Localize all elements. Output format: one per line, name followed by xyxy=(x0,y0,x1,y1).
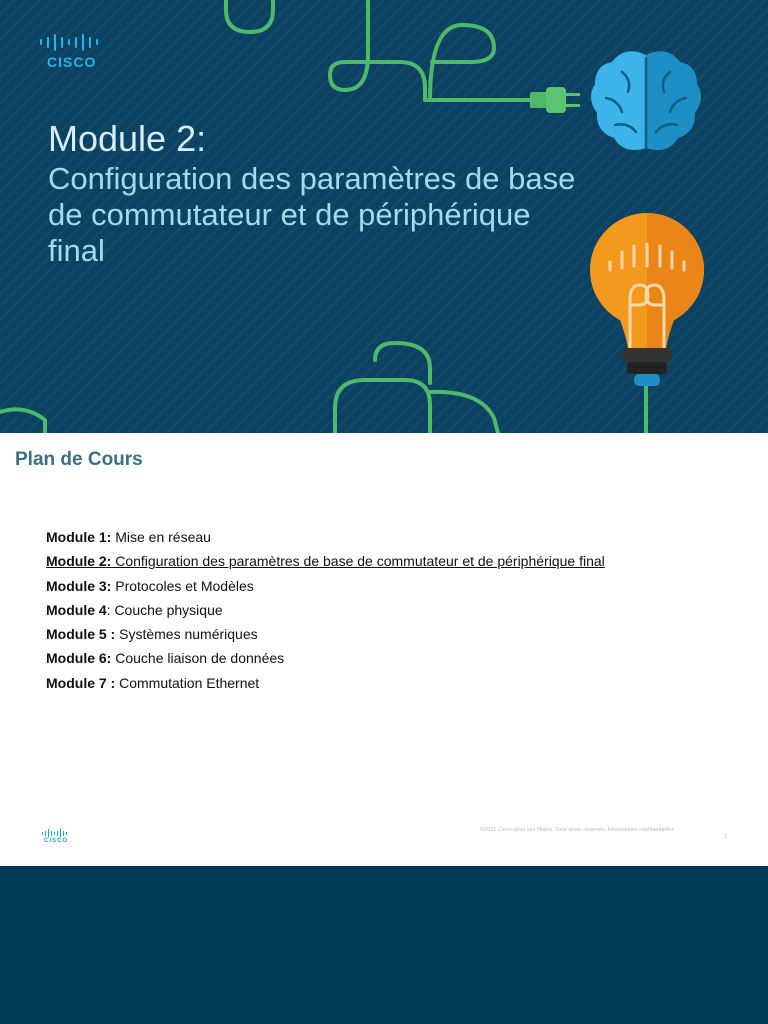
cisco-logo xyxy=(40,33,110,73)
title-slide xyxy=(0,0,768,433)
title-block xyxy=(48,118,588,269)
module-item-1 xyxy=(46,525,605,549)
plug-icon xyxy=(530,87,580,113)
cisco-logo-bars xyxy=(40,33,110,51)
module-text: : Couche physique xyxy=(106,601,223,618)
slide-subtitle: Configuration des paramètres de base de commutateur et de périphérique final xyxy=(48,161,576,268)
module-text: Systèmes numériques xyxy=(115,626,258,643)
footer-copyright: ©2021 Cisco et/ou ses filiales. Tous droits réservés. Informations confidentielles xyxy=(480,827,675,833)
module-item-6 xyxy=(46,646,605,670)
brain-icon xyxy=(591,51,701,150)
module-item-5 xyxy=(46,622,605,646)
module-text: Configuration des paramètres de base de commutateur et de périphérique final xyxy=(111,553,605,570)
module-label: Module 6: xyxy=(46,650,112,667)
footer-page-number: 2 xyxy=(724,834,728,840)
cisco-logo-text: CISCO xyxy=(47,54,97,70)
module-label: Module 3: xyxy=(46,577,112,594)
lightbulb-icon xyxy=(590,213,704,386)
content-slide xyxy=(0,433,768,866)
footer-logo-text: CISCO xyxy=(44,838,69,844)
module-label: Module 7 : xyxy=(46,674,116,691)
module-text: Couche liaison de données xyxy=(111,650,285,667)
course-outline-title: Plan de Cours xyxy=(15,449,143,470)
module-label: Module 1: xyxy=(46,529,112,545)
module-item-4 xyxy=(46,598,605,622)
module-text: Commutation Ethernet xyxy=(115,674,260,691)
slide-title: Module 2: xyxy=(48,118,207,159)
module-item-2-current[interactable] xyxy=(46,549,605,573)
module-label: Module 2: xyxy=(46,553,112,570)
bottom-background-band xyxy=(0,866,768,1024)
footer-logo-bars xyxy=(42,829,74,837)
module-label: Module 5 : xyxy=(46,626,116,643)
module-label: Module 4 xyxy=(46,601,107,618)
module-item-7 xyxy=(46,671,605,695)
module-list xyxy=(46,525,605,695)
footer-cisco-logo xyxy=(42,829,74,849)
module-text: Mise en réseau xyxy=(111,529,211,545)
module-item-3 xyxy=(46,574,605,598)
module-text: Protocoles et Modèles xyxy=(111,577,254,594)
